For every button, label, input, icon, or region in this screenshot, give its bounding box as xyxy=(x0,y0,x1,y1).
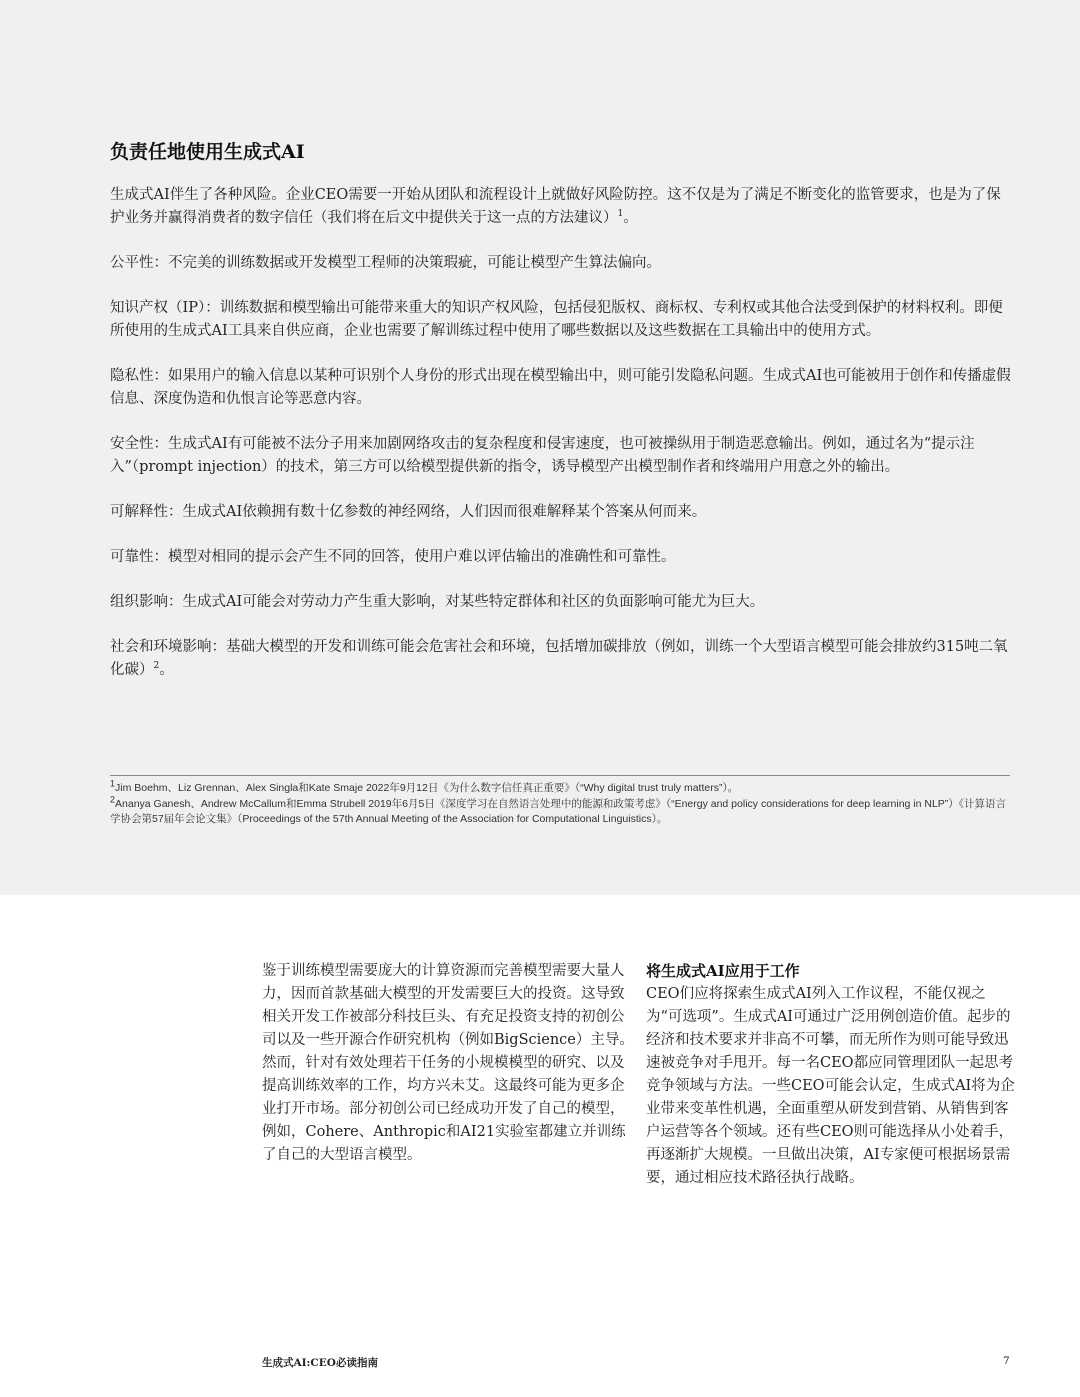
risk-fairness: 公平性：不完美的训练数据或开发模型工程师的决策瑕疵，可能让模型产生算法偏向。 xyxy=(110,255,661,271)
right-column xyxy=(646,960,1018,1190)
risk-explainability: 可解释性：生成式AI依赖拥有数十亿参数的神经网络，人们因而很难解释某个答案从何而来。 xyxy=(110,504,707,520)
footnote-divider xyxy=(110,775,1010,776)
footnote-number: 2 xyxy=(110,794,116,805)
left-column-text: 鉴于训练模型需要庞大的计算资源而完善模型需要大量人力，因而首款基础大模型的开发需要巨大的投资。这导致相关开发工作被部分科技巨头、有充足投资支持的初创公司以及一些开源合作研究机构（例如BigScience）主导。然而，针对有效处理若干任务的小规模模型的研究、以及提高训练效率的工作，均方兴未艾。这最终可能为更多企业打开市场。部分初创公司已经成功开发了自己的模型，例如，Cohere、Anthropic和AI21实验室都建立并训练了自己的大型语言模型。 xyxy=(262,963,634,1163)
intro-end: 。 xyxy=(623,210,638,226)
footnotes xyxy=(110,778,1015,828)
intro-text: 生成式AI伴生了各种风险。企业CEO需要一开始从团队和流程设计上就做好风险防控。这不仅是为了满足不断变化的监管要求，也是为了保护业务并赢得消费者的数字信任（我们将在后文中提供关于这一点的方法建议） xyxy=(110,187,1001,226)
footnote-ref-2[interactable]: 2 xyxy=(153,661,160,672)
right-column-text: CEO们应将探索生成式AI列入工作议程，不能仅视之为“可选项”。生成式AI可通过广泛用例创造价值。起步的经济和技术要求并非高不可攀，而无所作为则可能导致迅速被竞争对手甩开。每一名CEO都应同管理团队一起思考竞争领域与方法。一些CEO可能会认定，生成式AI将为企业带来变革性机遇，全面重塑从研发到营销、从销售到客户运营等各个领域。还有些CEO则可能选择从小处着手，再逐渐扩大规模。一旦做出决策，AI专家便可根据场景需要，通过相应技术路径执行战略。 xyxy=(646,986,1015,1186)
page-number: 7 xyxy=(1003,1355,1010,1367)
risk-social-end: 。 xyxy=(159,662,174,678)
risk-list xyxy=(110,184,1015,704)
risk-organizational: 组织影响：生成式AI可能会对劳动力产生重大影响，对某些特定群体和社区的负面影响可能尤为巨大。 xyxy=(110,594,765,610)
footnote-text: Jim Boehm、Liz Grennan、Alex Singla和Kate Smaje 2022年9月12日《为什么数字信任真正重要》（“Why digital trust truly matters”）。 xyxy=(115,782,739,794)
right-column-heading: 将生成式AI应用于工作 xyxy=(646,962,800,980)
risk-reliability: 可靠性：模型对相同的提示会产生不同的回答，使用户难以评估输出的准确性和可靠性。 xyxy=(110,549,676,565)
risk-ip: 知识产权（IP）：训练数据和模型输出可能带来重大的知识产权风险，包括侵犯版权、商标权、专利权或其他合法受到保护的材料权利。即便所使用的生成式AI工具来自供应商，企业也需要了解训练过程中使用了哪些数据以及这些数据在工具输出中的使用方式。 xyxy=(110,300,1003,339)
page-footer-title: 生成式AI:CEO必读指南 xyxy=(262,1357,378,1369)
footnote-2 xyxy=(110,794,1015,827)
risk-security: 安全性：生成式AI有可能被不法分子用来加剧网络攻击的复杂程度和侵害速度，也可被操纵用于制造恶意输出。例如，通过名为“提示注入”（prompt injection）的技术，第三方可以给模型提供新的指令，诱导模型产出模型制作者和终端用户用意之外的输出。 xyxy=(110,436,975,475)
risk-social-text: 社会和环境影响：基础大模型的开发和训练可能会危害社会和环境，包括增加碳排放（例如，训练一个大型语言模型可能会排放约315吨二氧化碳） xyxy=(110,639,1008,678)
footnote-ref-1[interactable]: 1 xyxy=(617,209,624,220)
risk-social-environmental xyxy=(110,636,1015,682)
risk-privacy: 隐私性：如果用户的输入信息以某种可识别个人身份的形式出现在模型输出中，则可能引发隐私问题。生成式AI也可能被用于创作和传播虚假信息、深度伪造和仇恨言论等恶意内容。 xyxy=(110,368,1011,407)
section-title: 负责任地使用生成式AI xyxy=(110,141,305,163)
footnote-1 xyxy=(110,778,1015,796)
footnote-text: Ananya Ganesh、Andrew McCallum和Emma Strubell 2019年6月5日《深度学习在自然语言处理中的能源和政策考虑》（“Energy and policy considerations for deep learning in NLP”）《计算语言学协会第57届年会论文集》（Proceedings of the 57th Annual Meeting of the Association for Computational Linguistics）。 xyxy=(110,798,1007,825)
intro-paragraph xyxy=(110,184,1015,230)
footnote-number: 1 xyxy=(110,778,116,789)
